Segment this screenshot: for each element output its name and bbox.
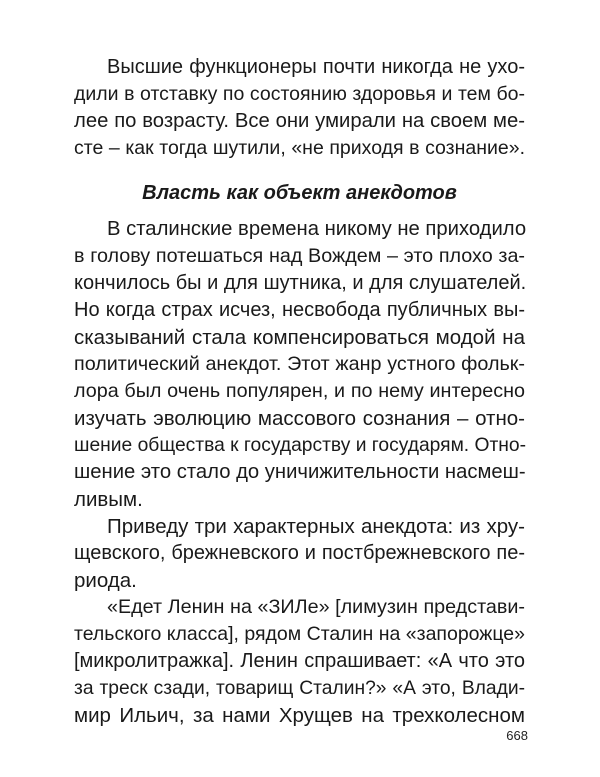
text-line: мир Ильич, за нами Хрущев на трехколесном: [74, 704, 525, 727]
text-line: «Едет Ленин на «ЗИЛе» [лимузин представи-: [107, 596, 525, 618]
text-line: щевского, брежневского и постбрежневского пе-: [74, 542, 525, 564]
text-line: в голову потешаться над Вождем – это плохо за-: [74, 245, 525, 267]
text-line: Высшие функционеры почти никогда не ухо-: [107, 56, 525, 78]
text-line: В сталинские времена никому не приходило: [107, 218, 527, 240]
text-line: Приведу три характерных анекдота: из хру-: [107, 515, 525, 538]
text-line: за треск сзади, товарищ Сталин?» «А это, Влади-: [74, 678, 525, 699]
page-number: 668: [506, 728, 528, 743]
text-line: сте – как тогда шутили, «не приходя в сознание».: [74, 137, 525, 159]
text-line: риода.: [74, 569, 137, 592]
text-line: ливым.: [74, 488, 143, 511]
text-line: политический анекдот. Этот жанр устного фольк-: [74, 353, 525, 375]
text-line: лее по возрасту. Все они умирали на своем ме-: [74, 110, 525, 132]
text-line: тельского класса], рядом Сталин на «запорожце»: [74, 623, 525, 645]
text-line: сказываний стала компенсироваться модой на: [74, 326, 525, 349]
text-line: Но когда страх исчез, несвобода публичных вы-: [74, 299, 525, 321]
text-line: шение это стало до уничижительности насмеш-: [74, 461, 526, 483]
text-line: лора был очень популярен, и по нему интересно: [74, 380, 525, 402]
section-heading: Власть как объект анекдотов: [142, 182, 457, 204]
text-line: кончилось бы и для шутника, и для слушателей.: [74, 272, 527, 294]
text-line: шение общества к государству и государям. Отно-: [74, 435, 527, 456]
text-line: изучать эволюцию массового сознания – отно-: [74, 407, 525, 430]
text-line: дили в отставку по состоянию здоровья и тем бо-: [74, 83, 525, 105]
text-line: [микролитражка]. Ленин спрашивает: «А что это: [74, 650, 525, 672]
